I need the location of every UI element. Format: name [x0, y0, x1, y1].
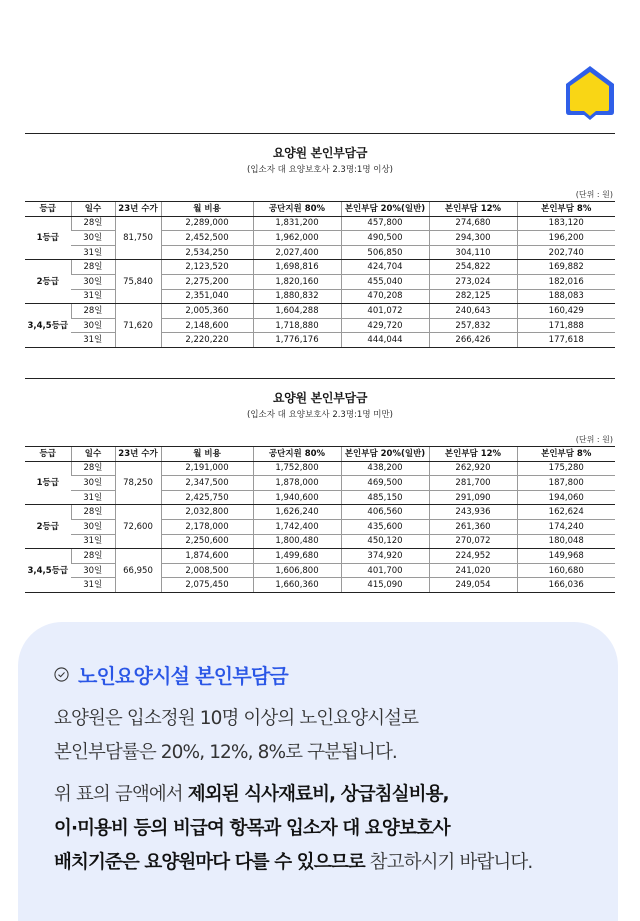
days-cell: 31일 — [71, 245, 115, 260]
amount-cell: 194,060 — [517, 490, 615, 505]
column-header: 등급 — [25, 447, 71, 462]
info-text-plain: 참고하시기 바랍니다. — [364, 852, 533, 873]
amount-cell: 401,072 — [341, 304, 429, 319]
table-row — [25, 519, 615, 534]
table-unit: (단위 : 원) — [575, 190, 613, 199]
amount-cell: 270,072 — [429, 534, 517, 549]
table-header-row — [25, 202, 615, 217]
table-row — [25, 216, 615, 231]
amount-cell: 160,429 — [517, 304, 615, 319]
amount-cell: 240,643 — [429, 304, 517, 319]
grade-cell: 1등급 — [25, 216, 71, 260]
amount-cell: 188,083 — [517, 289, 615, 304]
days-cell: 30일 — [71, 476, 115, 491]
amount-cell: 2,347,500 — [161, 476, 253, 491]
column-header: 공단지원 80% — [253, 447, 341, 462]
amount-cell: 1,752,800 — [253, 461, 341, 476]
info-line — [54, 778, 532, 812]
days-cell: 31일 — [71, 534, 115, 549]
amount-cell: 1,660,360 — [253, 578, 341, 593]
amount-cell: 2,075,450 — [161, 578, 253, 593]
cost-table — [25, 446, 615, 593]
amount-cell: 424,704 — [341, 260, 429, 275]
table-row — [25, 333, 615, 348]
info-text-plain: 위 표의 금액에서 — [54, 784, 188, 805]
table-row — [25, 505, 615, 520]
amount-cell: 1,820,160 — [253, 274, 341, 289]
column-header: 등급 — [25, 202, 71, 217]
table-row — [25, 461, 615, 476]
amount-cell: 415,090 — [341, 578, 429, 593]
table-row — [25, 549, 615, 564]
amount-cell: 1,626,240 — [253, 505, 341, 520]
amount-cell: 2,425,750 — [161, 490, 253, 505]
amount-cell: 174,240 — [517, 519, 615, 534]
amount-cell: 490,500 — [341, 231, 429, 246]
amount-cell: 171,888 — [517, 318, 615, 333]
table-row — [25, 260, 615, 275]
amount-cell: 506,850 — [341, 245, 429, 260]
column-header: 본인부담 8% — [517, 202, 615, 217]
info-paragraph-1 — [54, 702, 418, 770]
amount-cell: 177,618 — [517, 333, 615, 348]
amount-cell: 304,110 — [429, 245, 517, 260]
amount-cell: 2,123,520 — [161, 260, 253, 275]
table-title: 요양원 본인부담금 — [272, 146, 368, 160]
amount-cell: 162,624 — [517, 505, 615, 520]
grade-cell: 2등급 — [25, 260, 71, 304]
amount-cell: 2,178,000 — [161, 519, 253, 534]
column-header: 본인부담 20%(일반) — [341, 447, 429, 462]
amount-cell: 485,150 — [341, 490, 429, 505]
table-row — [25, 534, 615, 549]
amount-cell: 241,020 — [429, 563, 517, 578]
table-row — [25, 289, 615, 304]
amount-cell: 470,208 — [341, 289, 429, 304]
info-line — [54, 846, 532, 880]
amount-cell: 281,700 — [429, 476, 517, 491]
amount-cell: 182,016 — [517, 274, 615, 289]
amount-cell: 2,220,220 — [161, 333, 253, 348]
column-header: 23년 수가 — [115, 202, 161, 217]
amount-cell: 1,880,832 — [253, 289, 341, 304]
column-header: 본인부담 12% — [429, 447, 517, 462]
amount-cell: 2,534,250 — [161, 245, 253, 260]
info-title: 노인요양시설 본인부담금 — [78, 664, 288, 688]
amount-cell: 2,148,600 — [161, 318, 253, 333]
days-cell: 31일 — [71, 490, 115, 505]
days-cell: 28일 — [71, 216, 115, 231]
amount-cell: 2,027,400 — [253, 245, 341, 260]
amount-cell: 243,936 — [429, 505, 517, 520]
grade-cell: 2등급 — [25, 505, 71, 549]
info-panel — [18, 622, 618, 921]
amount-cell: 2,275,200 — [161, 274, 253, 289]
amount-cell: 294,300 — [429, 231, 517, 246]
days-cell: 28일 — [71, 304, 115, 319]
table-row — [25, 476, 615, 491]
amount-cell: 2,289,000 — [161, 216, 253, 231]
cost-table-section-2 — [25, 378, 615, 593]
fee-cell: 81,750 — [115, 216, 161, 260]
amount-cell: 1,962,000 — [253, 231, 341, 246]
fee-cell: 78,250 — [115, 461, 161, 505]
column-header: 일수 — [71, 202, 115, 217]
amount-cell: 429,720 — [341, 318, 429, 333]
amount-cell: 469,500 — [341, 476, 429, 491]
column-header: 23년 수가 — [115, 447, 161, 462]
amount-cell: 1,604,288 — [253, 304, 341, 319]
amount-cell: 1,776,176 — [253, 333, 341, 348]
amount-cell: 187,800 — [517, 476, 615, 491]
amount-cell: 183,120 — [517, 216, 615, 231]
amount-cell: 2,191,000 — [161, 461, 253, 476]
days-cell: 28일 — [71, 505, 115, 520]
amount-cell: 406,560 — [341, 505, 429, 520]
amount-cell: 2,008,500 — [161, 563, 253, 578]
amount-cell: 1,940,600 — [253, 490, 341, 505]
info-paragraph-2 — [54, 778, 532, 880]
cost-table — [25, 201, 615, 348]
amount-cell: 2,005,360 — [161, 304, 253, 319]
amount-cell: 2,351,040 — [161, 289, 253, 304]
info-line — [54, 812, 532, 846]
amount-cell: 160,680 — [517, 563, 615, 578]
days-cell: 30일 — [71, 318, 115, 333]
amount-cell: 1,718,880 — [253, 318, 341, 333]
info-text-bold: 제외된 식사재료비, 상급침실비용, — [187, 784, 449, 805]
amount-cell: 1,698,816 — [253, 260, 341, 275]
days-cell: 30일 — [71, 563, 115, 578]
amount-cell: 166,036 — [517, 578, 615, 593]
amount-cell: 450,120 — [341, 534, 429, 549]
amount-cell: 175,280 — [517, 461, 615, 476]
table-row — [25, 274, 615, 289]
amount-cell: 180,048 — [517, 534, 615, 549]
days-cell: 31일 — [71, 578, 115, 593]
days-cell: 30일 — [71, 519, 115, 534]
amount-cell: 457,800 — [341, 216, 429, 231]
amount-cell: 1,606,800 — [253, 563, 341, 578]
amount-cell: 444,044 — [341, 333, 429, 348]
column-header: 본인부담 20%(일반) — [341, 202, 429, 217]
amount-cell: 224,952 — [429, 549, 517, 564]
table-title: 요양원 본인부담금 — [272, 391, 368, 405]
column-header: 월 비용 — [161, 447, 253, 462]
table-subtitle: (입소자 대 요양보호사 2.3명:1명 이상) — [247, 165, 393, 175]
amount-cell: 262,920 — [429, 461, 517, 476]
days-cell: 28일 — [71, 461, 115, 476]
check-circle-icon — [54, 667, 69, 682]
amount-cell: 374,920 — [341, 549, 429, 564]
days-cell: 30일 — [71, 231, 115, 246]
amount-cell: 1,742,400 — [253, 519, 341, 534]
amount-cell: 169,882 — [517, 260, 615, 275]
fee-cell: 72,600 — [115, 505, 161, 549]
column-header: 본인부담 12% — [429, 202, 517, 217]
speech-house-logo-icon — [563, 62, 617, 120]
amount-cell: 257,832 — [429, 318, 517, 333]
fee-cell: 66,950 — [115, 549, 161, 593]
days-cell: 31일 — [71, 289, 115, 304]
days-cell: 31일 — [71, 333, 115, 348]
amount-cell: 202,740 — [517, 245, 615, 260]
column-header: 월 비용 — [161, 202, 253, 217]
column-header: 일수 — [71, 447, 115, 462]
table-body — [25, 461, 615, 592]
table-header-row — [25, 447, 615, 462]
table-unit: (단위 : 원) — [575, 435, 613, 444]
divider — [25, 133, 615, 134]
table-row — [25, 231, 615, 246]
info-heading — [54, 660, 288, 689]
amount-cell: 282,125 — [429, 289, 517, 304]
table-row — [25, 304, 615, 319]
amount-cell: 2,032,800 — [161, 505, 253, 520]
info-line: 요양원은 입소정원 10명 이상의 노인요양시설로 — [54, 708, 419, 729]
fee-cell: 75,840 — [115, 260, 161, 304]
table-row — [25, 245, 615, 260]
column-header: 본인부담 8% — [517, 447, 615, 462]
amount-cell: 254,822 — [429, 260, 517, 275]
table-body — [25, 216, 615, 347]
amount-cell: 274,680 — [429, 216, 517, 231]
amount-cell: 266,426 — [429, 333, 517, 348]
table-row — [25, 318, 615, 333]
amount-cell: 1,874,600 — [161, 549, 253, 564]
days-cell: 28일 — [71, 260, 115, 275]
amount-cell: 455,040 — [341, 274, 429, 289]
info-text-bold: 이·미용비 등의 비급여 항목과 입소자 대 요양보호사 — [54, 818, 450, 839]
amount-cell: 196,200 — [517, 231, 615, 246]
amount-cell: 273,024 — [429, 274, 517, 289]
table-row — [25, 490, 615, 505]
table-row — [25, 563, 615, 578]
amount-cell: 2,452,500 — [161, 231, 253, 246]
amount-cell: 401,700 — [341, 563, 429, 578]
info-line: 본인부담률은 20%, 12%, 8%로 구분됩니다. — [54, 742, 397, 763]
days-cell: 30일 — [71, 274, 115, 289]
amount-cell: 1,499,680 — [253, 549, 341, 564]
amount-cell: 1,831,200 — [253, 216, 341, 231]
amount-cell: 291,090 — [429, 490, 517, 505]
table-subtitle: (입소자 대 요양보호사 2.3명:1명 미만) — [247, 410, 393, 420]
amount-cell: 149,968 — [517, 549, 615, 564]
grade-cell: 3,4,5등급 — [25, 304, 71, 348]
amount-cell: 438,200 — [341, 461, 429, 476]
divider — [25, 378, 615, 379]
cost-table-section-1 — [25, 133, 615, 348]
amount-cell: 261,360 — [429, 519, 517, 534]
amount-cell: 435,600 — [341, 519, 429, 534]
days-cell: 28일 — [71, 549, 115, 564]
column-header: 공단지원 80% — [253, 202, 341, 217]
amount-cell: 2,250,600 — [161, 534, 253, 549]
amount-cell: 249,054 — [429, 578, 517, 593]
fee-cell: 71,620 — [115, 304, 161, 348]
grade-cell: 1등급 — [25, 461, 71, 505]
amount-cell: 1,800,480 — [253, 534, 341, 549]
info-text-bold: 배치기준은 요양원마다 다를 수 있으므로 — [54, 852, 365, 873]
amount-cell: 1,878,000 — [253, 476, 341, 491]
grade-cell: 3,4,5등급 — [25, 549, 71, 593]
table-row — [25, 578, 615, 593]
